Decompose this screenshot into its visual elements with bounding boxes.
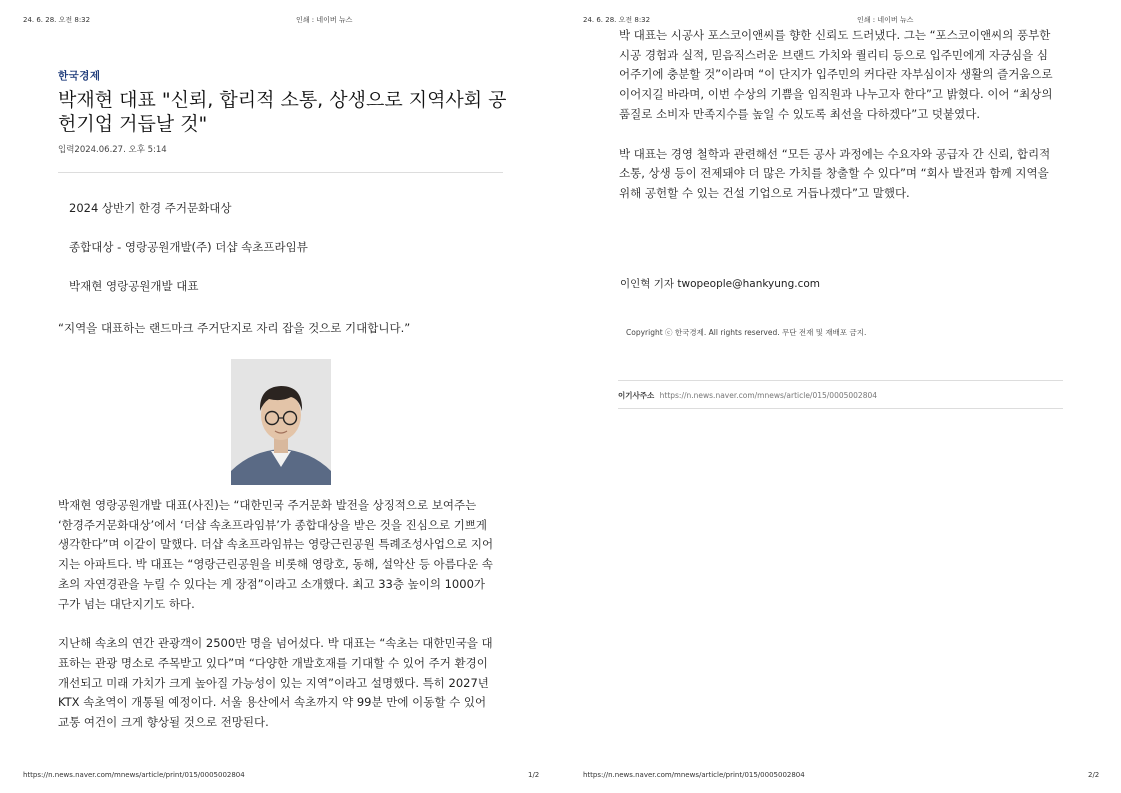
print-footer-url: https://n.news.naver.com/mnews/article/print/015/0005002804 xyxy=(23,771,245,779)
lead-quote: “지역을 대표하는 랜드마크 주거단지로 자리 잡을 것으로 기대합니다.” xyxy=(58,321,411,335)
summary-line: 종합대상 - 영랑공원개발(주) 더샵 속초프라임뷰 xyxy=(69,240,308,254)
article-input-date: 입력2024.06.27. 오후 5:14 xyxy=(58,145,167,155)
press-logo: 한국경제 xyxy=(58,70,101,82)
print-header-label: 인쇄 : 네이버 뉴스 xyxy=(296,16,353,24)
print-footer-url: https://n.news.naver.com/mnews/article/print/015/0005002804 xyxy=(583,771,805,779)
print-header-label: 인쇄 : 네이버 뉴스 xyxy=(857,16,914,24)
page-number: 2/2 xyxy=(1088,771,1100,779)
page-number: 1/2 xyxy=(528,771,540,779)
reporter-byline: 이인혁 기자 twopeople@hankyung.com xyxy=(620,278,821,290)
summary-line: 2024 상반기 한경 주거문화대상 xyxy=(69,201,232,215)
article-url-link[interactable]: https://n.news.naver.com/mnews/article/015/0005002804 xyxy=(659,391,878,400)
article-photo xyxy=(231,359,331,485)
article-url-row xyxy=(618,390,877,401)
summary-line: 박재현 영랑공원개발 대표 xyxy=(69,279,199,293)
article-paragraph: 박 대표는 시공사 포스코이앤씨를 향한 신뢰도 드러냈다. 그는 “포스코이앤씨의 풍부한 시공 경험과 실적, 믿음직스러운 브랜드 가치와 퀄리티 등으로 입주민에게 자긍심을 심어주기에 충분할 것”이라며 “이 단지가 입주민의 커다란 자부심이자 생활의 즐거움으로 이어지길 바라며, 이번 수상의 기쁨을 임직원과 나누고자 한다”고 밝혔다. 이어 “최상의 품질로 소비자 만족지수를 높일 수 있도록 최선을 다하겠다”고 덧붙였다. xyxy=(619,28,1053,121)
url-divider-bottom xyxy=(618,408,1063,409)
print-header-datetime: 24. 6. 28. 오전 8:32 xyxy=(583,16,651,24)
article-paragraph: 지난해 속초의 연간 관광객이 2500만 명을 넘어섰다. 박 대표는 “속초는 대한민국을 대표하는 관광 명소로 주목받고 있다”며 “다양한 개발호재를 기대할 수 있어 주거 환경이 개선되고 미래 가치가 크게 높아질 가능성이 있는 지역”이라고 설명했다. 특히 2027년 KTX 속초역이 개통될 예정이다. 서울 용산에서 속초까지 약 99분 만에 이동할 수 있어 교통 여건이 크게 향상될 것으로 전망된다. xyxy=(58,636,493,730)
print-page-1 xyxy=(0,0,560,793)
portrait-image xyxy=(231,359,331,485)
article-body-page2 xyxy=(619,26,1059,204)
copyright-notice: Copyright ⓒ 한국경제. All rights reserved. 무단 전재 및 재배포 금지. xyxy=(626,328,867,337)
url-divider-top xyxy=(618,380,1063,381)
article-url-label: 이기사주소 xyxy=(618,391,655,400)
article-paragraph: 박 대표는 경영 철학과 관련해선 “모든 공사 과정에는 수요자와 공급자 간 신뢰, 합리적 소통, 상생 등이 전제돼야 더 많은 가치를 창출할 수 있다”며 “회사 발전과 함께 지역을 위해 공헌할 수 있는 건설 기업으로 거듭나겠다”고 말했다. xyxy=(619,146,1051,200)
print-header-datetime: 24. 6. 28. 오전 8:32 xyxy=(23,16,91,24)
article-paragraph: 박재현 영랑공원개발 대표(사진)는 “대한민국 주거문화 발전을 상징적으로 보여주는 ‘한경주거문화대상’에서 ‘더샵 속초프라임뷰’가 종합대상을 받은 것을 진심으로 기쁘게 생각한다”며 이같이 말했다. 더샵 속초프라임뷰는 영랑근린공원 특례조성사업으로 지어지는 아파트다. 박 대표는 “영랑근린공원을 비롯해 영랑호, 동해, 설악산 등 아름다운 속초의 자연경관을 누릴 수 있다는 게 장점”이라고 소개했다. 최고 33층 높이의 1000가구가 넘는 대단지기도 하다. xyxy=(58,498,494,611)
article-title: 박재현 대표 "신뢰, 합리적 소통, 상생으로 지역사회 공헌기업 거듭날 것" xyxy=(58,89,507,135)
article-body-page1 xyxy=(58,496,494,733)
title-divider xyxy=(58,172,503,173)
